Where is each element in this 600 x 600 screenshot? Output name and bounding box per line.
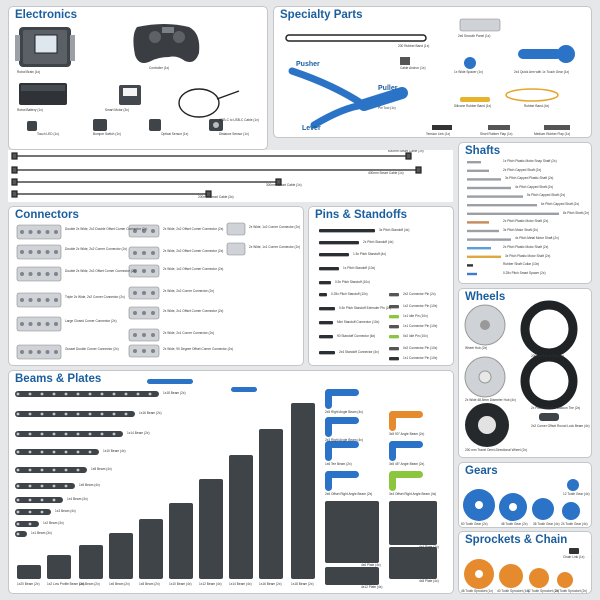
angle-b24-label: 2x3 Right Angle Beam (4x) bbox=[325, 438, 363, 442]
shaft-6-label: 6x Pitch Capped Shaft (2x) bbox=[541, 202, 580, 206]
connectors-title: Connectors bbox=[15, 209, 79, 221]
gear-24-icon bbox=[562, 502, 580, 520]
pin-p6-icon bbox=[319, 293, 327, 296]
touch-led-label: Touch LED (1x) bbox=[37, 132, 59, 136]
lock-beam-icon bbox=[539, 413, 559, 421]
beam-b6-label: 1x8 Beam (4x) bbox=[91, 467, 112, 471]
plate-b20-icon bbox=[259, 429, 283, 579]
gear-48-label: 48 Tooth Gear (2x) bbox=[501, 522, 528, 526]
battery-icon bbox=[19, 83, 67, 105]
connector-c2-label: Double 2x Wide, 2x2 Corner Connector (2x) bbox=[65, 247, 128, 251]
shaft-14-icon bbox=[467, 273, 477, 275]
plate-b13-label: 1x2 Low Profile Beam (2x) bbox=[47, 582, 85, 586]
plate-b14-label: 1x4 Beam (2x) bbox=[79, 582, 100, 586]
electronics-art bbox=[9, 7, 268, 150]
pin-p13-icon bbox=[389, 335, 399, 338]
connector-c8-label: 2x Wide, 2x2 Offset Corner Connector (2x) bbox=[163, 249, 224, 253]
beam-b5-icon bbox=[15, 483, 75, 489]
pin-p10-label: 0.5x Pitch Standoff Extender Pin (2x) bbox=[339, 305, 392, 310]
battery-label: Robot Battery (1x) bbox=[17, 108, 43, 112]
pin-p12-label: Mini Standoff Connector (10x) bbox=[337, 319, 380, 324]
wide-spacer-label: 1x Wide Spacer (1x) bbox=[454, 70, 483, 74]
sprocket-32-icon bbox=[529, 568, 549, 588]
angle-b28-label: 3x4 Offset Right Angle Beam (4x) bbox=[389, 492, 437, 496]
pin-p11-icon bbox=[389, 325, 399, 328]
connector-c13-label: 2x Wide, 1x2 Corner Connector (2x) bbox=[249, 225, 301, 229]
pins-panel bbox=[308, 206, 454, 366]
plate-b13-icon bbox=[47, 555, 71, 579]
plate-b19-icon bbox=[229, 455, 253, 579]
shaft-7-label: 8x Pitch Shaft (2x) bbox=[563, 210, 590, 215]
omni-wheel-label: 200 mm Travel Omni-Directional Wheel (2x) bbox=[465, 448, 527, 452]
pusher-label: Pusher bbox=[296, 61, 320, 68]
travel-tire-label: 200mm Travel Tire (2x) bbox=[531, 354, 564, 358]
pin-p12-icon bbox=[319, 321, 333, 324]
sprocket-40-icon bbox=[499, 564, 523, 588]
shaft-4-label: 4x Pitch Capped Shaft (2x) bbox=[515, 184, 554, 189]
sprocket-24-label: 24 Tooth Sprocket (2x) bbox=[555, 589, 588, 593]
plate-b17-label: 1x10 Beam (4x) bbox=[169, 582, 192, 586]
pin-p7-label: 2x2 Connector Pin (2x) bbox=[403, 291, 436, 296]
pin-p3-label: 1.5x Pitch Standoff (4x) bbox=[353, 251, 387, 256]
connector-c12-label: 2x Wide, 2x1 Corner Connector (2x) bbox=[163, 331, 215, 335]
pin-p11-label: 1x1 Connector Pin (10x) bbox=[403, 323, 438, 328]
plate-b31-label: 4x8 Plate (4x) bbox=[419, 579, 439, 583]
connector-c7-label: 2x Wide, 2x2 Offset Corner Connector (2x) bbox=[163, 227, 224, 231]
plate-b21-label: 1x18 Beam (2x) bbox=[291, 582, 314, 586]
cable-anchor-icon bbox=[400, 57, 410, 65]
sprockets-title: Sprockets & Chain bbox=[465, 534, 568, 546]
connector-c3-icon bbox=[17, 267, 61, 281]
wheel-hub-label: Wheel Hub (2x) bbox=[465, 346, 488, 350]
beams-panel bbox=[8, 370, 454, 594]
beam-b3-icon bbox=[15, 509, 51, 515]
angle-b26-icon bbox=[389, 411, 423, 431]
gear-12-icon bbox=[567, 479, 579, 491]
chain-link-icon bbox=[569, 548, 579, 554]
beam-b9-label: 1x14 Beam (2x) bbox=[127, 431, 150, 435]
rubber-band-400-icon bbox=[506, 89, 558, 101]
tension-link-label: Tension Link (1x) bbox=[426, 132, 451, 136]
shaft-11-icon bbox=[467, 247, 491, 249]
beam-b10-icon bbox=[15, 411, 135, 417]
angle-b27-label: 3x5 45° Angle Beam (2x) bbox=[389, 462, 425, 466]
pin-p2-icon bbox=[319, 241, 359, 244]
controller-icon bbox=[133, 24, 199, 63]
gear-36-icon bbox=[532, 498, 554, 520]
specialty-panel bbox=[273, 6, 592, 138]
connector-c1-icon bbox=[17, 225, 61, 239]
connectors-panel bbox=[8, 206, 304, 366]
connector-c10-label: 2x Wide, 2x2 Corner Connector (2x) bbox=[163, 289, 215, 293]
plate-b32-icon bbox=[325, 567, 379, 585]
connector-c4-icon bbox=[17, 293, 61, 307]
pin-p10-icon bbox=[319, 307, 335, 310]
gear-36-label: 36 Tooth Gear (4x) bbox=[533, 522, 560, 526]
plate-b30-label: 4x6 Plate (4x) bbox=[361, 563, 381, 567]
beam-b4-icon bbox=[15, 497, 63, 503]
pin-p4-icon bbox=[319, 267, 339, 270]
pin-tool-label: Pin Tool (1x) bbox=[378, 106, 396, 110]
connector-c4-label: Triple 2x Wide, 2x2 Corner Connector (2x) bbox=[65, 295, 125, 299]
rubber-band-200-label: 200 Rubber Band (1x) bbox=[398, 44, 430, 48]
gear-24-label: 24 Tooth Gear (4x) bbox=[561, 522, 588, 526]
sprocket-40-label: 40 Tooth Sprocket (1x) bbox=[497, 589, 530, 593]
smooth-panel-icon bbox=[460, 19, 500, 31]
pin-p13-label: 0x2 Idle Pin (10x) bbox=[403, 333, 428, 338]
angle-b29-icon bbox=[325, 471, 359, 491]
plate-b16-icon bbox=[139, 519, 163, 579]
pin-p5-icon bbox=[319, 281, 331, 284]
pin-p17-icon bbox=[389, 357, 399, 360]
shaft-1-icon bbox=[467, 161, 481, 163]
plate-b30-icon bbox=[325, 501, 379, 563]
gear-12-label: 12 Tooth Gear (4x) bbox=[563, 492, 590, 496]
short-flap-label: Short Rubber Flap (1x) bbox=[480, 132, 513, 136]
connector-c11-icon bbox=[129, 307, 159, 319]
beam-b2-icon bbox=[15, 521, 39, 527]
pin-p5-label: 0.5x Pitch Standoff (10x) bbox=[335, 279, 370, 284]
rubber-band-icon bbox=[286, 35, 426, 41]
gears-title: Gears bbox=[465, 465, 498, 477]
hub-48-label: 2x Wide 48.5mm Diameter Hub (4x) bbox=[465, 398, 516, 402]
plate-b17-icon bbox=[169, 503, 193, 579]
specialty-title: Specialty Parts bbox=[280, 9, 363, 21]
plate-b12-label: 1x20 Beam (2x) bbox=[17, 582, 40, 586]
connectors-art bbox=[9, 207, 304, 366]
plate-b31-icon bbox=[389, 547, 437, 579]
plate-b20-label: 1x16 Beam (2x) bbox=[259, 582, 282, 586]
connector-c8-icon bbox=[129, 247, 159, 259]
pin-tool-icon bbox=[292, 71, 402, 125]
plate-b18-label: 1x12 Beam (4x) bbox=[199, 582, 222, 586]
beam-b7-label: 1x10 Beam (4x) bbox=[103, 449, 126, 453]
plate-b15-label: 1x6 Beam (2x) bbox=[109, 582, 130, 586]
shaft-9-icon bbox=[467, 230, 499, 232]
smart-motor-label: Smart Motor (3x) bbox=[105, 108, 129, 112]
silicone-band-label: Silicone Rubber Band (1x) bbox=[454, 104, 492, 108]
shaft-14-label: 0.25x Pitch Smart Spacer (2x) bbox=[503, 270, 546, 275]
beam-b10-label: 1x16 Beam (2x) bbox=[139, 411, 162, 415]
beam-b5-label: 1x6 Beam (4x) bbox=[79, 483, 100, 487]
robot-brain-icon bbox=[15, 27, 75, 67]
plate-b33-icon bbox=[389, 501, 437, 545]
usb-cable-icon bbox=[179, 89, 239, 117]
plate-b32-label: 4x12 Plate (4x) bbox=[361, 585, 383, 589]
beam-b1-label: 1x1 Beam (3x) bbox=[31, 531, 52, 535]
pin-p7-icon bbox=[389, 293, 399, 296]
shaft-3-icon bbox=[467, 178, 501, 180]
shaft-8-label: 2x Pitch Plastic Motor Shaft (2x) bbox=[503, 219, 549, 224]
pin-p14-label: 90 Standoff Connector (6x) bbox=[337, 333, 376, 338]
angle-b25-label: 1x6 Tee Beam (2x) bbox=[325, 462, 352, 466]
plate-b33-label: 4x4 Plate (2x) bbox=[419, 545, 439, 549]
controller-label: Controller (1x) bbox=[149, 66, 170, 70]
connector-c6-icon bbox=[17, 345, 61, 359]
pin-p1-label: 3x Pitch Standoff (4x) bbox=[379, 227, 410, 232]
shaft-1-label: 1x Pitch Plastic Motor Snap Shaft (2x) bbox=[503, 159, 557, 163]
optical-sensor-label: Optical Sensor (1x) bbox=[161, 132, 189, 136]
connector-c1-label: Double 2x Wide, 2x2 Double Offset Corner Connector (2x) bbox=[65, 227, 148, 231]
shaft-8-icon bbox=[467, 221, 489, 223]
balloon-tire-label: 2x Pitch Diameter Balloon Tire (2x) bbox=[531, 406, 581, 410]
sprocket-24-icon bbox=[557, 572, 573, 588]
sprockets-art bbox=[459, 532, 592, 594]
shaft-10-icon bbox=[467, 238, 511, 240]
pin-p9-icon bbox=[389, 315, 399, 318]
quick-arm-icon bbox=[518, 45, 575, 63]
electronics-title: Electronics bbox=[15, 9, 77, 21]
short-flap-icon bbox=[488, 125, 510, 130]
medium-flap-icon bbox=[544, 125, 570, 130]
shaft-4-icon bbox=[467, 187, 511, 189]
bumper-switch-label: Bumper Switch (1x) bbox=[93, 132, 121, 136]
angle-b28-icon bbox=[389, 471, 423, 491]
connector-c5-icon bbox=[17, 317, 61, 331]
cables-panel bbox=[8, 150, 453, 202]
tension-link-icon bbox=[432, 125, 452, 130]
cable-anchor-label: Cable Anchor (1x) bbox=[400, 66, 426, 70]
beam-b7-icon bbox=[15, 449, 99, 455]
shaft-13-label: Rubber Shaft Collar (10x) bbox=[503, 262, 540, 267]
beam-b9-icon bbox=[15, 431, 123, 437]
beam-b1-icon bbox=[15, 531, 27, 537]
electronics-panel bbox=[8, 6, 268, 150]
shafts-title: Shafts bbox=[465, 145, 501, 157]
wide-spacer-icon bbox=[464, 57, 476, 69]
travel-tire-icon bbox=[525, 305, 573, 353]
pin-p1-icon bbox=[319, 229, 375, 232]
smart-motor-icon bbox=[119, 85, 141, 105]
connector-c15-icon bbox=[129, 345, 159, 357]
shaft-2-icon bbox=[467, 170, 489, 172]
shaft-9-label: 3x Pitch Motor Shaft (2x) bbox=[503, 227, 539, 232]
beam-b3-label: 1x3 Beam (4x) bbox=[55, 509, 76, 513]
shaft-11-label: 2x Pitch Plastic Motor Shaft (2x) bbox=[503, 245, 549, 249]
sprockets-panel bbox=[458, 531, 592, 594]
wheels-title: Wheels bbox=[465, 291, 506, 303]
connector-c5-label: Large Closed Corner Connector (2x) bbox=[65, 319, 117, 323]
plate-b14-icon bbox=[79, 545, 103, 579]
rubber-band-400-label: Rubber Band (4x) bbox=[524, 104, 550, 108]
shaft-12-icon bbox=[467, 256, 501, 258]
connector-c3-label: Double 2x Wide, 2x2 Offset Corner Connector (2x) bbox=[65, 269, 137, 273]
angle-b23-icon bbox=[325, 389, 359, 409]
pin-p15-label: 0x2 Connector Pin (10x) bbox=[403, 345, 438, 350]
plate-b18-icon bbox=[199, 479, 223, 579]
optical-sensor-icon bbox=[149, 119, 161, 131]
beams-art bbox=[9, 371, 454, 594]
shaft-5-icon bbox=[467, 195, 523, 197]
angle-b23-label: 2x5 Right Angle Beam (4x) bbox=[325, 410, 363, 414]
cable-300-label: 300mm Smart Cable (1x) bbox=[266, 183, 302, 187]
shaft-12-label: 3x Pitch Plastic Motor Shaft (2x) bbox=[505, 253, 551, 258]
connector-c10-icon bbox=[129, 287, 159, 299]
usb-cable-label: USB-C to USB-C Cable (1x) bbox=[219, 118, 259, 122]
lever-label: Lever bbox=[302, 125, 321, 132]
pin-p17-label: 1x1 Connector Pin (10x) bbox=[403, 355, 438, 360]
shaft-5-label: 5x Pitch Capped Shaft (2x) bbox=[527, 193, 566, 198]
silicone-band-icon bbox=[460, 97, 490, 102]
pins-title: Pins & Standoffs bbox=[315, 209, 408, 221]
distance-sensor-label: Distance Sensor (1x) bbox=[219, 132, 249, 136]
beam-b11-icon bbox=[15, 391, 159, 397]
plate-b19-label: 1x14 Beam (4x) bbox=[229, 582, 252, 586]
medium-flap-label: Medium Rubber Flap (1x) bbox=[534, 132, 571, 136]
wheels-art bbox=[459, 289, 592, 458]
connector-c14-label: 2x Wide, 1x1 Corner Connector (2x) bbox=[249, 245, 301, 249]
touch-led-icon bbox=[27, 121, 37, 131]
shaft-2-label: 2x Pitch Capped Shaft (2x) bbox=[503, 167, 542, 172]
beam-b4-label: 1x4 Beam (3x) bbox=[67, 497, 88, 501]
connector-c12-icon bbox=[129, 329, 159, 341]
plate-b12-icon bbox=[17, 565, 41, 579]
beam-b11-label: 1x18 Beam (2x) bbox=[163, 391, 186, 395]
pin-p3-icon bbox=[319, 253, 349, 256]
shaft-13-icon bbox=[467, 264, 473, 266]
gears-panel bbox=[458, 462, 592, 528]
pin-p9-label: 1x1 Idle Pin (10x) bbox=[403, 313, 428, 318]
smooth-panel-label: 2x6 Smooth Panel (1x) bbox=[458, 34, 491, 38]
beams-title: Beams & Plates bbox=[15, 373, 102, 385]
sprocket-48-label: 48 Tooth Sprocket (1x) bbox=[461, 589, 494, 593]
pin-p16-icon bbox=[319, 351, 335, 354]
pin-p2-label: 2x Pitch Standoff (4x) bbox=[363, 239, 394, 244]
shaft-6-icon bbox=[467, 204, 537, 206]
pin-p8-label: 1x2 Connector Pin (10x) bbox=[403, 303, 438, 308]
beam-b6-icon bbox=[15, 467, 87, 473]
angle-b29-label: 2x6 Offset Right Angle Beam (2x) bbox=[325, 492, 373, 496]
plate-b16-label: 1x8 Beam (2x) bbox=[139, 582, 160, 586]
plate-b21-icon bbox=[291, 403, 315, 579]
shaft-10-label: 4x Pitch Metal Motor Shaft (2x) bbox=[515, 236, 559, 241]
pin-p16-label: 2x4 Standoff Connector (4x) bbox=[339, 349, 379, 354]
beam-1x4-blue-icon bbox=[231, 387, 257, 392]
sprocket-32-label: 32 Tooth Sprocket (2x) bbox=[527, 589, 560, 593]
robot-brain-label: Robot Brain (1x) bbox=[17, 70, 41, 74]
lock-beam-label: 2x2 Corner Offset Round Lock Beam (4x) bbox=[531, 424, 590, 428]
connector-c11-label: 2x Wide, 2x1 Offset Corner Connector (2x) bbox=[163, 309, 224, 313]
connector-c13-icon bbox=[227, 223, 245, 235]
shafts-panel bbox=[458, 142, 592, 284]
plate-b15-icon bbox=[109, 533, 133, 579]
pin-p6-label: 0.25x Pitch Standoff (10x) bbox=[331, 291, 368, 296]
chain-link-label: Chain Link (1x) bbox=[563, 555, 585, 559]
angle-b27-icon bbox=[389, 441, 423, 461]
cable-200-label: 200mm Smart Cable (3x) bbox=[198, 195, 234, 199]
wheels-panel bbox=[458, 288, 592, 458]
gear-60-label: 60 Tooth Gear (2x) bbox=[461, 522, 488, 526]
angle-b25-icon bbox=[325, 441, 359, 461]
puller-label: Puller bbox=[378, 85, 398, 92]
connector-c2-icon bbox=[17, 245, 61, 259]
cable-400-label: 400mm Smart Cable (1x) bbox=[368, 171, 404, 175]
connector-c6-label: Gusset Double Corner Connector (2x) bbox=[65, 347, 119, 351]
pin-p15-icon bbox=[389, 347, 399, 350]
connector-c9-label: 2x Wide, 1x2 Offset Corner Connector (2x) bbox=[163, 267, 224, 271]
shaft-7-icon bbox=[467, 213, 559, 215]
connector-c14-icon bbox=[227, 243, 245, 255]
bumper-switch-icon bbox=[93, 119, 107, 131]
angle-b26-label: 3x5 90° Angle Beam (2x) bbox=[389, 432, 425, 436]
low-profile-beam-icon bbox=[147, 379, 193, 384]
beam-b2-label: 1x2 Beam (3x) bbox=[43, 521, 64, 525]
quick-arm-label: 2x4 Quick Arm with 1x Touch Gear (1x) bbox=[514, 70, 570, 74]
pin-p14-icon bbox=[319, 335, 333, 338]
cable-600-label: 600mm Smart Cable (1x) bbox=[388, 150, 424, 153]
angle-b24-icon bbox=[325, 417, 359, 437]
pin-p4-label: 1x Pitch Standoff (10x) bbox=[343, 265, 376, 270]
connector-c15-label: 2x Wide, 90 Degree Offset Corner Connector (2x) bbox=[163, 347, 234, 351]
shaft-3-label: 3x Pitch Capped Plastic Shaft (2x) bbox=[505, 176, 554, 181]
